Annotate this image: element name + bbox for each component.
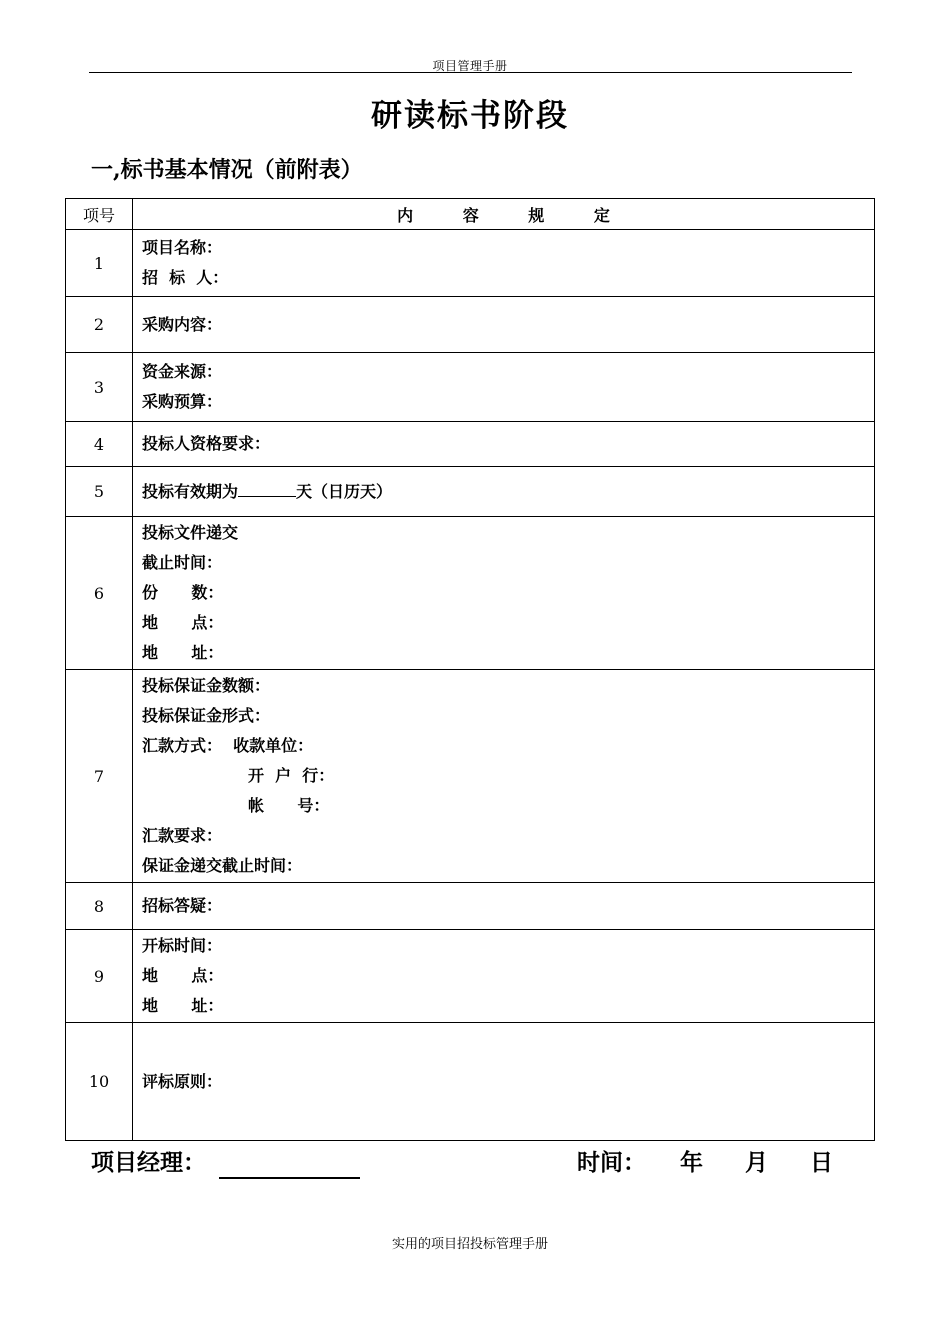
field-label: 帐 号： [248, 796, 330, 815]
table-row [66, 670, 875, 883]
row-number: 8 [66, 883, 133, 930]
table-row [66, 230, 875, 297]
field-label: 投标人资格要求： [142, 434, 271, 453]
row-content [133, 1023, 875, 1141]
field-label: 项目名称： [142, 238, 223, 257]
validity-period-field [142, 477, 874, 507]
row-number: 7 [66, 670, 133, 883]
field-label: 天（日历天） [296, 481, 393, 501]
field-label: 汇款方式： 收款单位： [142, 736, 314, 755]
row-content [133, 297, 875, 353]
section-heading: 一,标书基本情况（前附表） [91, 157, 363, 183]
row-content [133, 883, 875, 930]
field-label: 招 标 人： [142, 268, 229, 287]
field-label: 地 址： [142, 643, 224, 662]
field-label: 保证金递交截止时间： [142, 856, 303, 875]
table-row [66, 297, 875, 353]
column-header-number: 项号 [66, 199, 133, 230]
table-row [66, 883, 875, 930]
row-content [133, 517, 875, 670]
field-label: 地 点： [142, 613, 224, 632]
date-day: 日 [810, 1149, 833, 1176]
bid-info-table [65, 198, 875, 1141]
field-label: 地 点： [142, 966, 224, 985]
row-number: 10 [66, 1023, 133, 1141]
row-number: 4 [66, 422, 133, 467]
field-label: 评标原则： [142, 1071, 223, 1091]
table-header-row [66, 199, 875, 230]
field-label: 开标时间： [142, 936, 223, 955]
table-row [66, 467, 875, 517]
project-manager-label: 项目经理： [91, 1149, 206, 1176]
date-year: 年 [680, 1149, 703, 1176]
field-label: 采购内容： [142, 314, 223, 334]
page-footer: 实用的项目招投标管理手册 [391, 1237, 548, 1252]
date-month: 月 [745, 1149, 768, 1176]
fill-in-blank [238, 478, 296, 497]
signature-line [219, 1177, 360, 1179]
field-label: 投标文件递交 [142, 523, 239, 542]
row-content [133, 422, 875, 467]
row-content [133, 353, 875, 422]
column-header-char: 规 [528, 205, 545, 225]
column-header-char: 定 [593, 205, 610, 225]
table-row [66, 930, 875, 1023]
table-row [66, 353, 875, 422]
row-content [133, 930, 875, 1023]
row-content [133, 467, 875, 517]
field-label: 资金来源： [142, 362, 223, 381]
field-label: 地 址： [142, 996, 224, 1015]
date-label: 时间： [577, 1149, 646, 1176]
row-number: 3 [66, 353, 133, 422]
table-row [66, 1023, 875, 1141]
column-header-content [133, 199, 875, 230]
row-content [133, 230, 875, 297]
row-number: 5 [66, 467, 133, 517]
table-row [66, 517, 875, 670]
field-label: 投标保证金数额： [142, 676, 271, 695]
row-number: 1 [66, 230, 133, 297]
field-label: 份 数： [142, 583, 224, 602]
field-label: 开 户 行： [248, 766, 335, 785]
column-header-char: 容 [462, 205, 479, 225]
running-header: 项目管理手册 [432, 59, 508, 73]
field-label: 投标有效期为 [142, 481, 239, 501]
row-number: 9 [66, 930, 133, 1023]
row-number: 2 [66, 297, 133, 353]
header-divider [89, 72, 852, 73]
table-row [66, 422, 875, 467]
row-content [133, 670, 875, 883]
row-number: 6 [66, 517, 133, 670]
column-header-char: 内 [397, 205, 414, 225]
field-label: 汇款要求： [142, 826, 223, 845]
field-label: 招标答疑： [142, 896, 223, 915]
field-label: 截止时间： [142, 553, 223, 572]
field-label: 投标保证金形式： [142, 706, 271, 725]
page-title: 研读标书阶段 [371, 98, 569, 134]
field-label: 采购预算： [142, 392, 223, 411]
